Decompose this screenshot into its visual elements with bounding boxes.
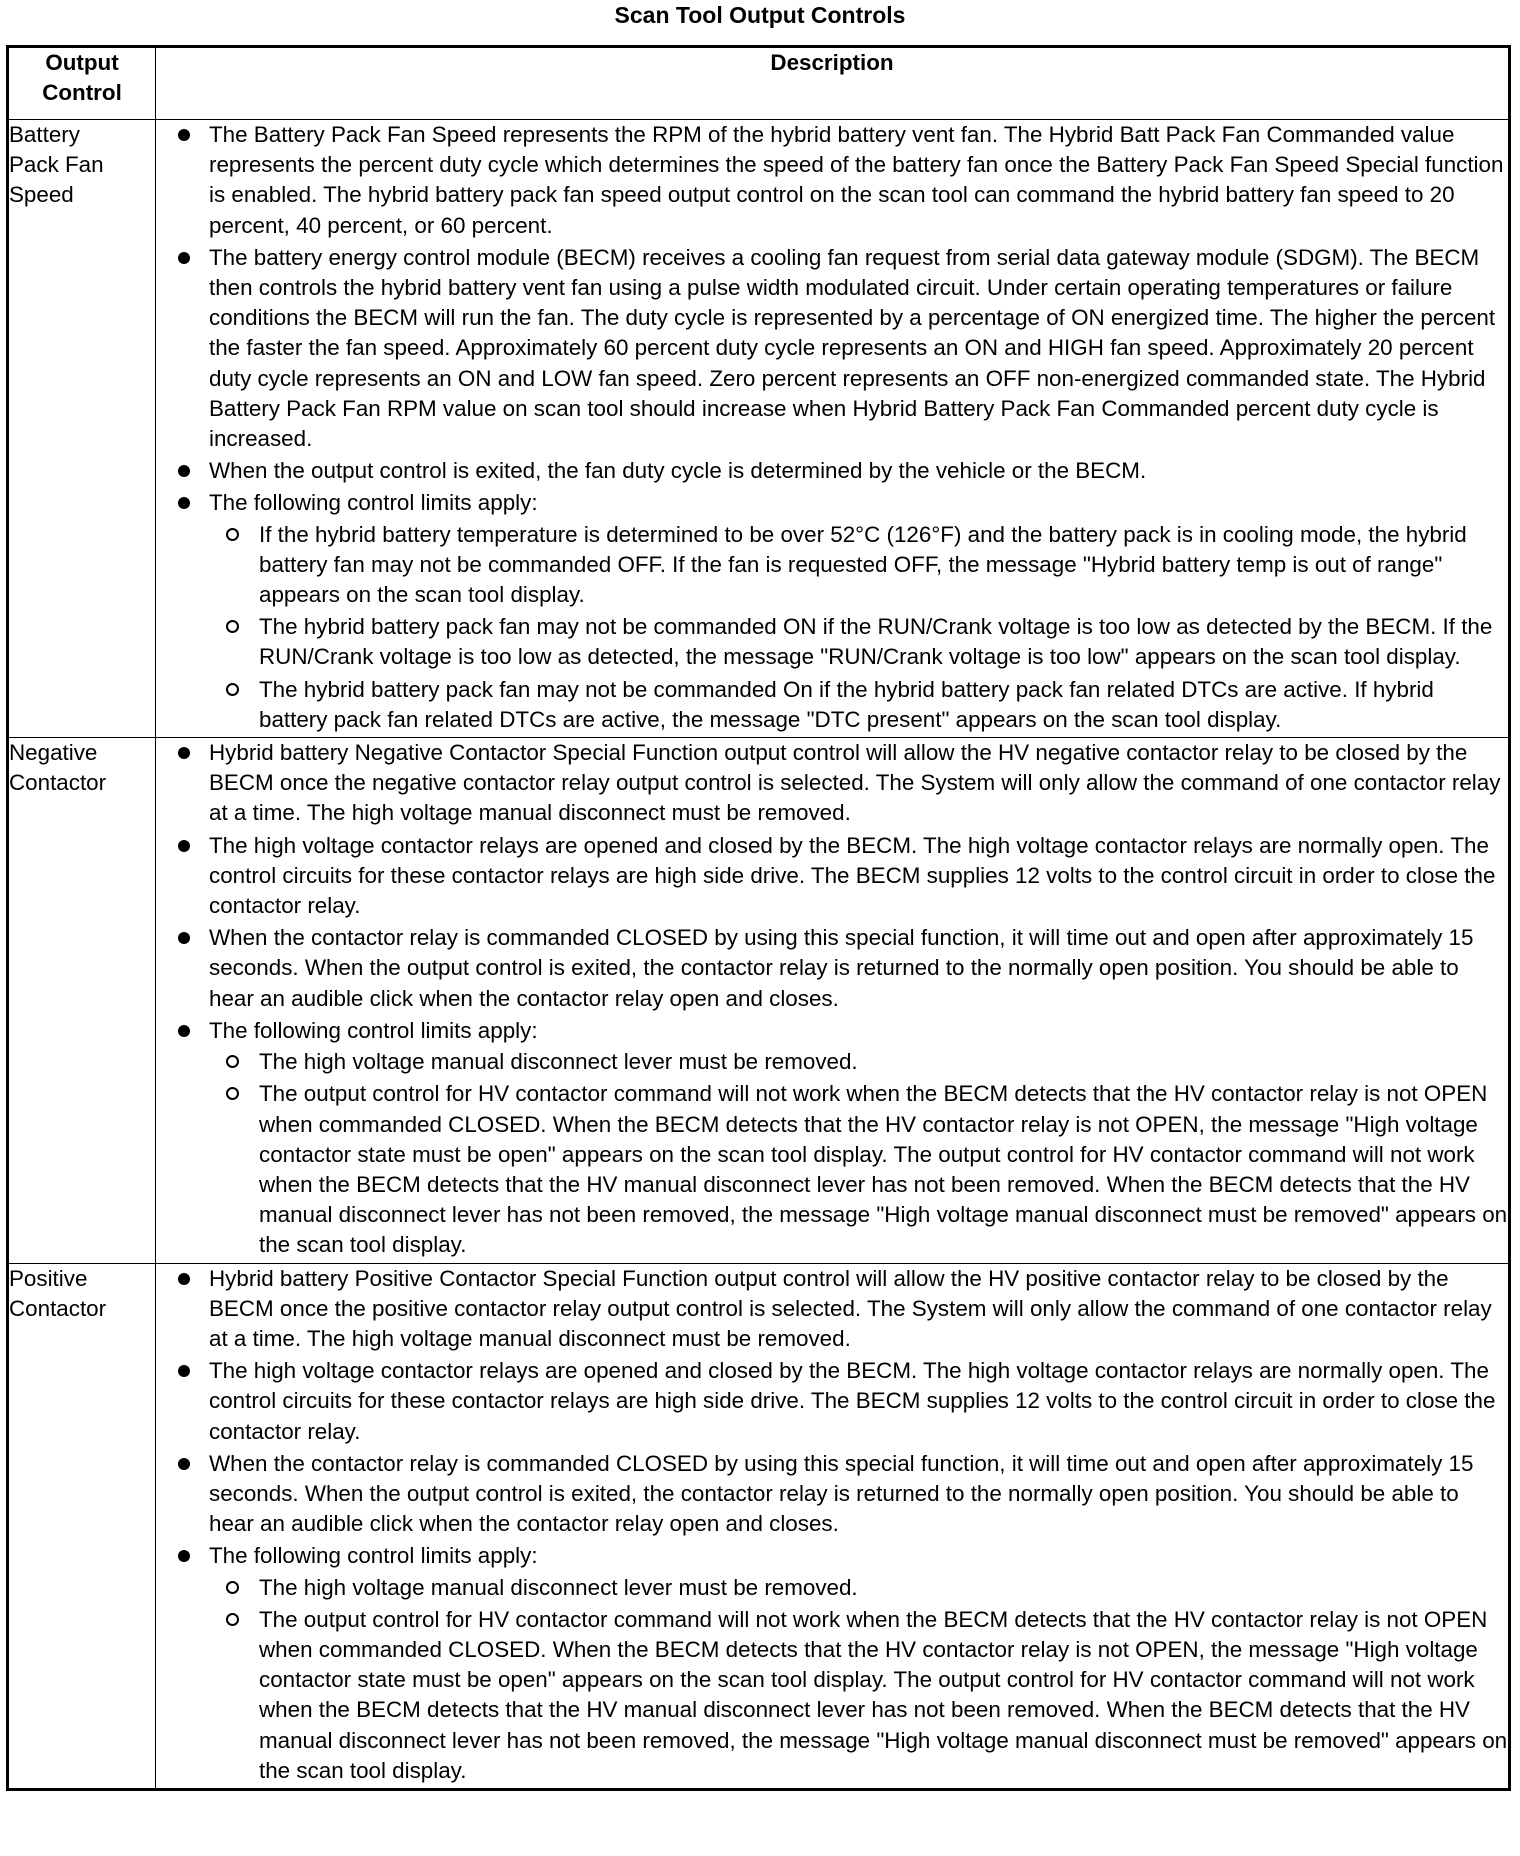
bullet-text: The Battery Pack Fan Speed represents the RPM of the hybrid battery vent fan. The Hybrid Batt Pack Fan Commanded value represents the percent duty cycle which determines the speed of the battery fan once the Battery Pack Fan Speed Special function is enabled. The hybrid battery pack fan speed output control on the scan tool can command the hybrid battery fan speed to 20 percent, 40 percent, or 60 percent. [209,122,1504,238]
bullet-text: The battery energy control module (BECM) receives a cooling fan request from serial data gateway module (SDGM). The BECM then controls the hybrid battery vent fan using a pulse width modulated circuit. Under certain operating temperatures or failure conditions the BECM will run the fan. The duty cycle is represented by a percentage of ON energized time. The higher the percent the faster the fan speed. Approximately 60 percent duty cycle represents an ON and HIGH fan speed. Approximately 20 percent duty cycle represents an ON and LOW fan speed. Zero percent represents an OFF non-energized commanded state. The Hybrid Battery Pack Fan RPM value on scan tool should increase when Hybrid Battery Pack Fan Commanded percent duty cycle is increased. [209,244,1496,452]
bullet-list [156,1264,1508,1786]
name-line: Battery [9,122,80,147]
bullet-dot-icon [178,1550,190,1562]
table-row [8,738,1510,1263]
sub-bullet-text: The hybrid battery pack fan may not be commanded On if the hybrid battery pack fan related DTCs are active. If hybrid battery pack fan related DTCs are active, the message "DTC present" appears on the scan tool display. [259,676,1434,732]
list-item [156,738,1508,829]
page-title: Scan Tool Output Controls [614,2,906,28]
sub-bullet-text: The output control for HV contactor command will not work when the BECM detects that the HV contactor relay is not OPEN when commanded CLOSED. When the BECM detects that the HV contactor relay is not OPEN, the message "High voltage contactor state must be open" appears on the scan tool display. The output control for HV contactor command will not work when the BECM detects that the HV manual disconnect lever has not been removed. When the BECM detects that the HV manual disconnect lever has not been removed, the message "High voltage manual disconnect must be removed" appears on the scan tool display. [259,1081,1508,1258]
sub-list-item [159,1047,1508,1077]
output-control-name [8,1263,156,1789]
bullet-ring-icon [226,1581,239,1594]
bullet-text: The high voltage contactor relays are opened and closed by the BECM. The high voltage contactor relays are normally open. The control circuits for these contactor relays are high side drive. The BECM supplies 12 volts to the control circuit in order to close the contactor relay. [209,1358,1496,1444]
list-item [156,923,1508,1014]
bullet-ring-icon [226,1087,239,1100]
sub-bullet-text: The high voltage manual disconnect lever must be removed. [259,1574,858,1600]
bullet-dot-icon [178,1458,190,1470]
bullet-text: The following control limits apply: [209,490,538,516]
sub-list-item [159,675,1508,735]
name-line: Contactor [9,770,107,796]
table-header-row [8,47,1510,120]
bullet-dot-icon [178,840,190,852]
bullet-dot-icon [178,252,190,264]
bullet-text: Hybrid battery Negative Contactor Special Function output control will allow the HV negative contactor relay to be closed by the BECM once the negative contactor relay output control is selected. The System will only allow the command of one contactor relay at a time. The high voltage manual disconnect must be removed. [209,740,1501,826]
list-item [156,456,1508,486]
bullet-ring-icon [226,620,239,633]
list-item [156,243,1508,454]
bullet-text: The high voltage contactor relays are opened and closed by the BECM. The high voltage contactor relays are normally open. The control circuits for these contactor relays are high side drive. The BECM supplies 12 volts to the control circuit in order to close the contactor relay. [209,832,1496,919]
header-output-control-line1: Output [45,50,119,75]
sub-bullet-text: The output control for HV contactor command will not work when the BECM detects that the HV contactor relay is not OPEN when commanded CLOSED. When the BECM detects that the HV contactor relay is not OPEN, the message "High voltage contactor state must be open" appears on the scan tool display. The output control for HV contactor command will not work when the BECM detects that the HV manual disconnect lever has not been removed. When the BECM detects that the HV manual disconnect lever has not been removed, the message "High voltage manual disconnect must be removed" appears on the scan tool display. [259,1606,1508,1783]
name-line: Pack Fan [9,152,104,178]
bullet-dot-icon [178,1365,190,1377]
header-output-control [8,47,156,120]
bullet-dot-icon [178,932,190,944]
bullet-text: When the output control is exited, the fan duty cycle is determined by the vehicle or the BECM. [209,458,1147,484]
list-item [156,1449,1508,1540]
sub-list-item [159,1605,1508,1786]
sub-bullet-text: The high voltage manual disconnect lever must be removed. [259,1049,858,1075]
bullet-dot-icon [178,1025,190,1037]
output-controls-table [6,45,1511,1791]
list-item [156,1541,1508,1786]
list-item [156,1264,1508,1355]
table-row [8,1263,1510,1789]
bullet-text: When the contactor relay is commanded CLOSED by using this special function, it will time out and open after approximately 15 seconds. When the output control is exited, the contactor relay is returned to the normally open position. You should be able to hear an audible click when the contactor relay open and closes. [209,1450,1474,1537]
bullet-ring-icon [226,1613,239,1626]
sub-bullet-text: The hybrid battery pack fan may not be commanded ON if the RUN/Crank voltage is too low as detected by the BECM. If the RUN/Crank voltage is too low as detected, the message "RUN/Crank voltage is too low" appears on the scan tool display. [259,614,1493,670]
output-control-name [8,120,156,738]
name-line: Negative [9,740,98,766]
bullet-dot-icon [178,465,190,477]
bullet-list [156,738,1508,1260]
list-item [156,1356,1508,1447]
header-output-control-line2: Control [42,80,122,106]
bullet-dot-icon [178,497,190,509]
sub-bullet-list [209,520,1508,735]
list-item [156,831,1508,922]
sub-bullet-list [209,1573,1508,1786]
list-item [156,120,1508,241]
header-description: Description [156,47,1510,120]
sub-bullet-list [209,1047,1508,1260]
description-cell [156,120,1510,738]
name-line: Contactor [9,1295,107,1321]
table-row [8,120,1510,738]
bullet-text: The following control limits apply: [209,1543,538,1569]
sub-list-item [159,1079,1508,1260]
description-cell [156,738,1510,1263]
bullet-dot-icon [178,1273,190,1285]
output-control-name [8,738,156,1263]
bullet-dot-icon [178,747,190,759]
bullet-ring-icon [226,528,239,541]
sub-list-item [159,1573,1508,1603]
list-item [156,488,1508,735]
bullet-dot-icon [178,129,190,141]
name-line: Positive [9,1265,88,1291]
bullet-text: When the contactor relay is commanded CLOSED by using this special function, it will time out and open after approximately 15 seconds. When the output control is exited, the contactor relay is returned to the normally open position. You should be able to hear an audible click when the contactor relay open and closes. [209,925,1474,1011]
sub-bullet-text: If the hybrid battery temperature is determined to be over 52°C (126°F) and the battery pack is in cooling mode, the hybrid battery fan may not be commanded OFF. If the fan is requested OFF, the message "Hybrid battery temp is out of range" appears on the scan tool display. [259,521,1467,608]
sub-list-item [159,612,1508,672]
name-line: Speed [9,182,74,208]
bullet-ring-icon [226,683,239,696]
sub-list-item [159,520,1508,611]
bullet-ring-icon [226,1055,239,1068]
bullet-text: Hybrid battery Positive Contactor Special Function output control will allow the HV positive contactor relay to be closed by the BECM once the positive contactor relay output control is selected. The System will only allow the command of one contactor relay at a time. The high voltage manual disconnect must be removed. [209,1265,1492,1351]
bullet-text: The following control limits apply: [209,1017,538,1043]
list-item [156,1016,1508,1261]
bullet-list [156,120,1508,735]
description-cell [156,1263,1510,1789]
